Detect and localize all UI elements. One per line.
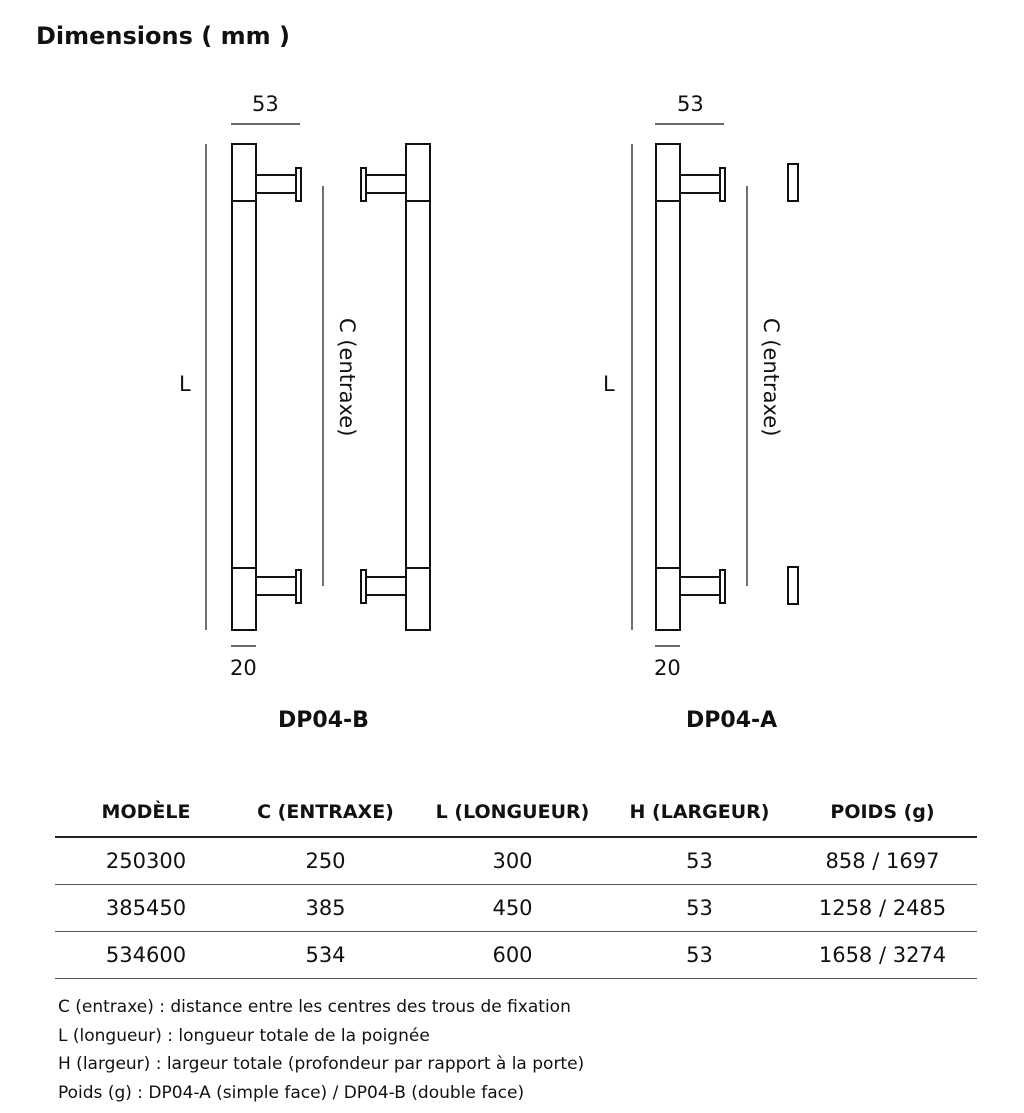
cell-length: 450 [414, 885, 611, 932]
standoff-top [256, 175, 296, 193]
standoff-top-mirror [366, 175, 406, 193]
cell-entraxe: 250 [237, 837, 414, 885]
legend-notes [58, 993, 584, 1107]
thickness-label: 20 [654, 656, 681, 680]
cell-model: 385450 [55, 885, 237, 932]
handle-bar [232, 144, 256, 630]
standoff-bottom-plate [720, 570, 725, 603]
note-width: H (largeur) : largeur totale (profondeur par rapport à la porte) [58, 1054, 585, 1074]
cell-length: 300 [414, 837, 611, 885]
column-header-width: H (LARGEUR) [611, 788, 788, 837]
cell-weight: 1258 / 2485 [788, 885, 977, 932]
handle-bar-mirror [406, 144, 430, 630]
column-header-model: MODÈLE [55, 788, 237, 837]
cell-width: 53 [611, 837, 788, 885]
standoff-top-plate [296, 168, 301, 201]
table-row [55, 932, 977, 979]
standoff-bottom [256, 577, 296, 595]
handle-bar [656, 144, 680, 630]
standoff-bottom-mirror [366, 577, 406, 595]
column-header-length: L (LONGUEUR) [414, 788, 611, 837]
note-entraxe: C (entraxe) : distance entre les centres des trous de fixation [58, 997, 571, 1017]
cell-width: 53 [611, 885, 788, 932]
column-header-entraxe: C (ENTRAXE) [237, 788, 414, 837]
standoff-top-plate [720, 168, 725, 201]
standoff-bottom-plate [296, 570, 301, 603]
width-label: 53 [252, 92, 279, 116]
entraxe-label: C (entraxe) [335, 318, 359, 437]
length-label: L [179, 372, 191, 396]
note-weight: Poids (g) : DP04-A (simple face) / DP04-B (double face) [58, 1082, 525, 1103]
cell-entraxe: 534 [237, 932, 414, 979]
cell-width: 53 [611, 932, 788, 979]
model-label: DP04-A [686, 708, 778, 733]
cell-model: 250300 [55, 837, 237, 885]
standoff-bottom-plate-mirror [361, 570, 366, 603]
model-label: DP04-B [278, 708, 369, 733]
standoff-top-plate-mirror [361, 168, 366, 201]
drawing-dp04-b [206, 124, 430, 646]
fixing-plate-bottom [788, 567, 798, 604]
thickness-label: 20 [230, 656, 257, 680]
cell-length: 600 [414, 932, 611, 979]
cell-model: 534600 [55, 932, 237, 979]
note-length: L (longueur) : longueur totale de la poignée [58, 1025, 430, 1046]
cell-entraxe: 385 [237, 885, 414, 932]
entraxe-label: C (entraxe) [759, 318, 783, 437]
cell-weight: 858 / 1697 [788, 837, 977, 885]
table-header-row [55, 788, 977, 837]
table-row [55, 837, 977, 885]
specs-table [55, 788, 977, 979]
fixing-plate-top [788, 164, 798, 201]
table-row [55, 885, 977, 932]
width-label: 53 [677, 92, 704, 116]
standoff-bottom [680, 577, 720, 595]
column-header-weight: POIDS (g) [788, 788, 977, 837]
page-title: Dimensions ( mm ) [36, 22, 290, 50]
standoff-top [680, 175, 720, 193]
cell-weight: 1658 / 3274 [788, 932, 977, 979]
length-label: L [603, 372, 615, 396]
